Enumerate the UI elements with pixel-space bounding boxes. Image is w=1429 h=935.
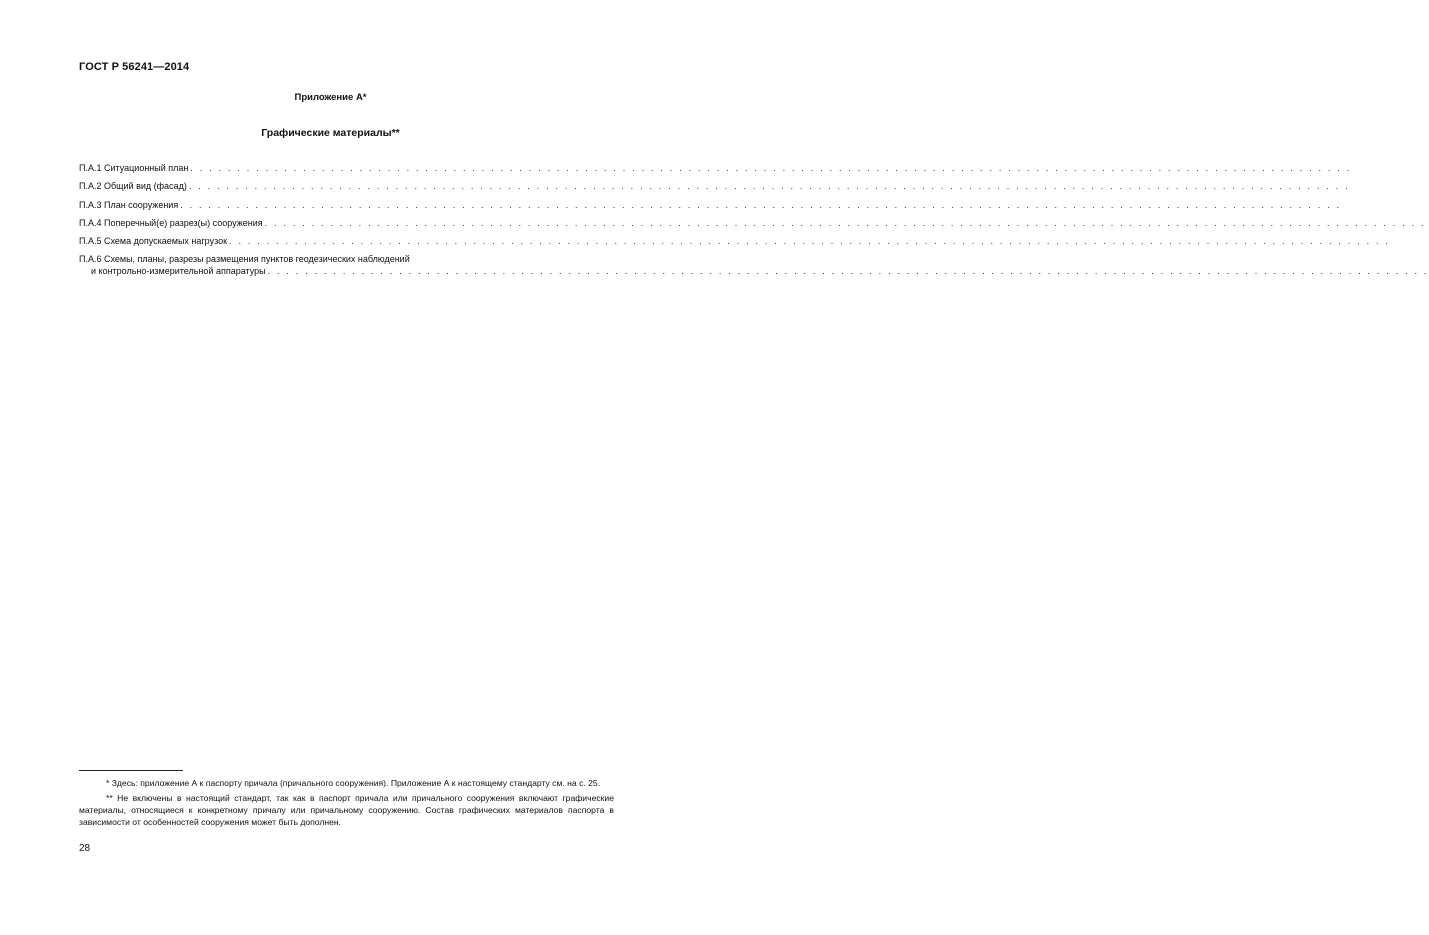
toc-item-multiline (79, 253, 1429, 277)
toc-item-label-line1: П.А.6 Схемы, планы, разрезы размещения пунктов геодезических наблюдений (79, 254, 410, 265)
leader-dots: . . . . . . . . . . . . . . . . . . . . . . . . . . . . . . . . . . . . . . . . . . . . . . . . . . . . . . . . . . . . . . . . . . . . . . . . . . . . . . . . . . . . . . . . . . . . . . . . . . . . . . . . . . . . . . . . . . . . . . . . . . . . (180, 199, 1342, 210)
footnote-separator (79, 770, 183, 771)
toc-item-label: П.А.1 Ситуационный план (79, 163, 189, 173)
page-number: 28 (79, 843, 91, 854)
toc-item-label: П.А.2 Общий вид (фасад) (79, 181, 187, 192)
section-title: Графические материалы** (261, 127, 400, 139)
table-of-contents (79, 162, 1429, 277)
toc-item (79, 217, 1426, 229)
footnote-2: ** Не включены в настоящий стандарт, так как в паспорт причала или причального сооружения включают графические материалы, относящиеся к конкретному причалу или причальному сооружению. Состав графических материалов паспорта в зависимости от особенностей сооружения может быть дополнен. (79, 793, 614, 827)
leader-dots: . . . . . . . . . . . . . . . . . . . . . . . . . . . . . . . . . . . . . . . . . . . . . . . . . . . . . . . . . . . . . . . . . . . . . . . . . . . . . . . . . . . . . . . . . . . . . . . . . . . . . . . . . . . . . . . . . . . . . . . . . . . . (229, 236, 1391, 247)
leader-dots: . . . . . . . . . . . . . . . . . . . . . . . . . . . . . . . . . . . . . . . . . . . . . . . . . . . . . . . . . . . . . . . . . . . . . . . . . . . . . . . . . . . . . . . . . . . . . . . . . . . . . . . . . . . . . . . . . . . . . . . . . . . . (264, 217, 1426, 228)
toc-item-line2 (79, 265, 1429, 277)
leader-dots: . . . . . . . . . . . . . . . . . . . . . . . . . . . . . . . . . . . . . . . . . . . . . . . . . . . . . . . . . . . . . . . . . . . . . . . . . . . . . . . . . . . . . . . . . . . . . . . . . . . . . . . . . . . . . . . . . . . . . . . . . . . . (188, 181, 1350, 192)
appendix-title: Приложение А* (294, 92, 367, 103)
toc-item (79, 199, 1342, 211)
toc-item (79, 162, 1352, 174)
footnote-1: * Здесь: приложение А к паспорту причала (причального сооружения). Приложение А к настоящему стандарту см. на с. 25. (106, 778, 601, 788)
toc-item-label: П.А.5 Схема допускаемых нагрузок (79, 236, 228, 247)
toc-item (79, 235, 1391, 247)
toc-item (79, 180, 1350, 192)
footnotes (79, 777, 614, 831)
standard-header: ГОСТ Р 56241—2014 (79, 61, 190, 73)
toc-item-label-line2: и контрольно-измерительной аппаратуры (91, 266, 266, 277)
toc-item-label: П.А.4 Поперечный(е) разрез(ы) сооружения (79, 217, 263, 228)
leader-dots: . . . . . . . . . . . . . . . . . . . . . . . . . . . . . . . . . . . . . . . . . . . . . . . . . . . . . . . . . . . . . . . . . . . . . . . . . . . . . . . . . . . . . . . . . . . . . . . . . . . . . . . . . . . . . . . . . . . . . . . . . . . . (190, 163, 1352, 173)
toc-item-label: П.А.3 План сооружения (79, 199, 179, 210)
leader-dots: . . . . . . . . . . . . . . . . . . . . . . . . . . . . . . . . . . . . . . . . . . . . . . . . . . . . . . . . . . . . . . . . . . . . . . . . . . . . . . . . . . . . . . . . . . . . . . . . . . . . . . . . . . . . . . . . . . . . . . . . . . . . (267, 266, 1429, 277)
